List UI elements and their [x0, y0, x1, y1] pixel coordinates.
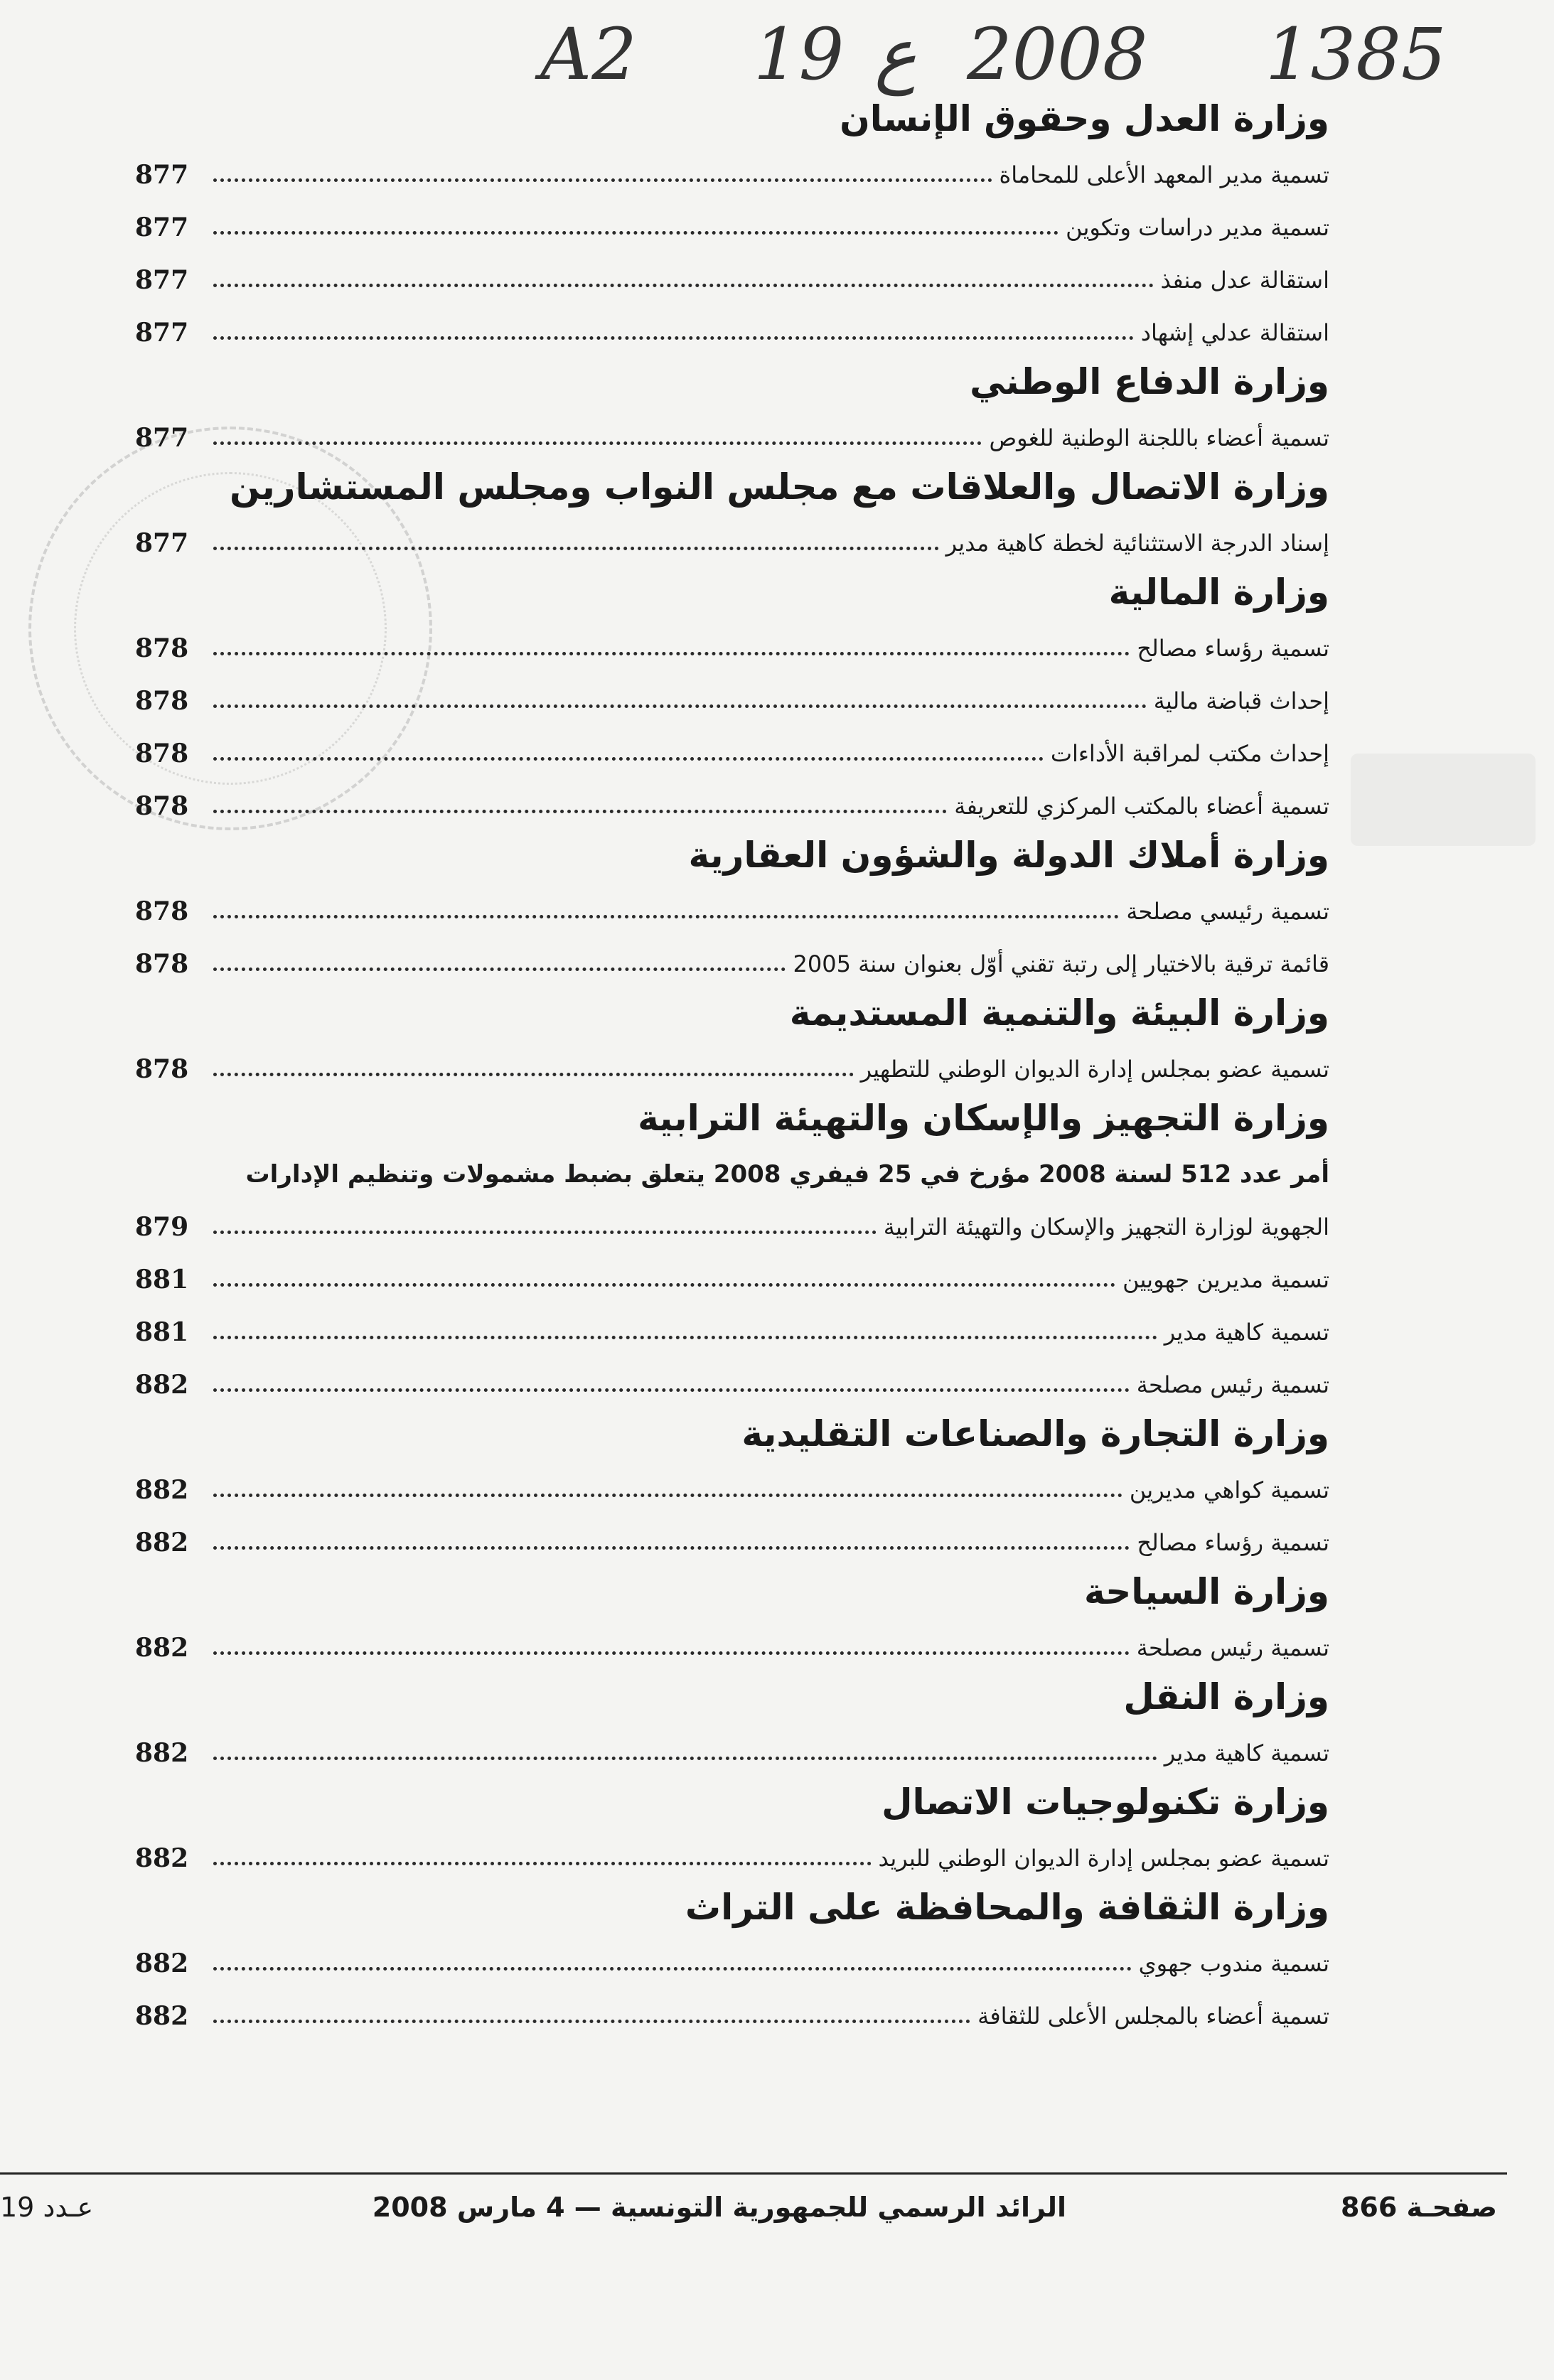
toc-decree-line [135, 1143, 1329, 1196]
ministry-heading: وزارة المالية [1108, 572, 1329, 613]
entry-page-number: 882 [135, 2001, 189, 2031]
dot-leader [213, 546, 939, 550]
entry-page-number: 882 [135, 1475, 189, 1505]
toc-entry [135, 144, 1329, 196]
entry-title: تسمية أعضاء بالمجلس الأعلى للثقافة [977, 2003, 1329, 2030]
entry-title: تسمية مدير دراسات وتكوين [1066, 214, 1329, 241]
toc-entry [135, 880, 1329, 933]
ministry-heading: وزارة السياحة [1083, 1571, 1329, 1612]
entry-page-number: 882 [135, 1949, 189, 1978]
entry-page-number: 882 [135, 1843, 189, 1873]
table-of-contents [135, 91, 1329, 2037]
entry-page-number: 877 [135, 423, 189, 453]
entry-page-number: 879 [135, 1212, 189, 1242]
dot-leader [213, 809, 947, 813]
entry-page-number: 878 [135, 633, 189, 663]
toc-entry [135, 1827, 1329, 1880]
dot-leader [213, 1282, 1115, 1287]
toc-entry [135, 1248, 1329, 1301]
ministry-heading: وزارة التجارة والصناعات التقليدية [741, 1413, 1329, 1454]
entry-page-number: 878 [135, 949, 189, 979]
toc-entry [135, 775, 1329, 827]
entry-title: تسمية مندوب جهوي [1138, 1950, 1329, 1977]
toc-entry [135, 1196, 1329, 1248]
entry-title: تسمية رئيس مصلحة [1136, 1371, 1329, 1398]
handwriting-letter: ع [874, 13, 917, 96]
entry-page-number: 878 [135, 739, 189, 768]
toc-entry [135, 407, 1329, 459]
entry-title: تسمية أعضاء باللجنة الوطنية للغوص [989, 424, 1329, 451]
entry-title: تسمية رؤساء مصالح [1137, 1529, 1329, 1556]
entry-title: تسمية عضو بمجلس إدارة الديوان الوطني للبريد [878, 1845, 1329, 1872]
entry-title: تسمية عضو بمجلس إدارة الديوان الوطني للتطهير [860, 1056, 1329, 1083]
ministry-heading: وزارة تكنولوجيات الاتصال [882, 1781, 1329, 1823]
dot-leader [213, 1861, 872, 1865]
toc-entry [135, 1617, 1329, 1669]
toc-entry [135, 1038, 1329, 1090]
ministry-heading: وزارة العدل وحقوق الإنسان [840, 98, 1329, 139]
dot-leader [213, 1651, 1130, 1655]
toc-entry [135, 512, 1329, 564]
entry-page-number: 878 [135, 1054, 189, 1084]
entry-page-number: 878 [135, 791, 189, 821]
dot-leader [213, 230, 1059, 235]
toc-entry [135, 196, 1329, 249]
entry-title: إحداث قباضة مالية [1153, 687, 1329, 714]
entry-page-number: 882 [135, 1633, 189, 1663]
dot-leader [213, 2019, 970, 2023]
dot-leader [213, 1388, 1130, 1392]
toc-entry [135, 933, 1329, 985]
dot-leader [213, 651, 1130, 655]
dot-leader [213, 1966, 1132, 1971]
entry-title: تسمية رئيسي مصلحة [1126, 898, 1329, 925]
handwriting-day: 19 [754, 13, 845, 96]
entry-title: تسمية كاهية مدير [1164, 1740, 1329, 1767]
ministry-heading: وزارة النقل [1123, 1676, 1329, 1717]
handwriting-year: 2008 [967, 13, 1148, 96]
toc-entry [135, 1301, 1329, 1354]
bleed-through-box [1351, 754, 1536, 846]
dot-leader [213, 1493, 1122, 1497]
dot-leader [213, 1335, 1157, 1339]
decree-text: أمر عدد 512 لسنة 2008 مؤرخ في 25 فيفري 2008 يتعلق بضبط مشمولات وتنظيم الإدارات [245, 1160, 1329, 1189]
footer-divider [0, 2172, 1507, 2175]
entry-title: استقالة عدلي إشهاد [1140, 319, 1329, 346]
toc-entry [135, 1459, 1329, 1511]
toc-entry [135, 1722, 1329, 1774]
entry-page-number: 882 [135, 1528, 189, 1558]
entry-title: تسمية أعضاء بالمكتب المركزي للتعريفة [954, 793, 1329, 820]
entry-title: تسمية مدير المعهد الأعلى للمحاماة [999, 161, 1329, 188]
toc-entry [135, 722, 1329, 775]
dot-leader [213, 283, 1154, 287]
toc-entry [135, 1511, 1329, 1564]
entry-title: قائمة ترقية بالاختيار إلى رتبة تقني أوّل بعنوان سنة 2005 [793, 950, 1329, 977]
toc-entry [135, 617, 1329, 670]
entry-title: تسمية مديرين جهويين [1122, 1266, 1329, 1293]
dot-leader [213, 967, 786, 971]
dot-leader [213, 441, 982, 445]
footer-journal-title: الرائد الرسمي للجمهورية التونسية — 4 مارس 2008 [372, 2192, 1066, 2223]
toc-entry [135, 1932, 1329, 1985]
ministry-heading: وزارة التجهيز والإسكان والتهيئة الترابية [638, 1098, 1329, 1139]
ministry-heading: وزارة البيئة والتنمية المستديمة [789, 992, 1329, 1034]
footer-page-number: صفحـة 866 [1340, 2192, 1497, 2223]
dot-leader [213, 704, 1147, 708]
entry-title: استقالة عدل منفذ [1160, 267, 1329, 294]
footer-issue-number: عـدد 19 [0, 2192, 94, 2223]
handwriting-ref: A2 [540, 13, 637, 96]
dot-leader [213, 1545, 1130, 1550]
entry-title: إحداث مكتب لمراقبة الأداءات [1050, 740, 1329, 767]
dot-leader [213, 1230, 877, 1234]
handwriting-number: 1385 [1265, 13, 1447, 96]
entry-page-number: 877 [135, 528, 189, 558]
toc-entry [135, 1985, 1329, 2037]
entry-page-number: 877 [135, 160, 189, 190]
entry-page-number: 877 [135, 213, 189, 242]
entry-page-number: 877 [135, 318, 189, 348]
entry-page-number: 881 [135, 1317, 189, 1347]
dot-leader [213, 336, 1134, 340]
entry-page-number: 878 [135, 686, 189, 716]
entry-title: الجهوية لوزارة التجهيز والإسكان والتهيئة الترابية [883, 1213, 1329, 1240]
toc-entry [135, 301, 1329, 354]
toc-entry [135, 670, 1329, 722]
page-footer [0, 2182, 1554, 2232]
ministry-heading: وزارة أملاك الدولة والشؤون العقارية [688, 835, 1329, 876]
entry-title: تسمية كواهي مديرين [1129, 1476, 1329, 1503]
entry-title: تسمية كاهية مدير [1164, 1319, 1329, 1346]
ministry-heading: وزارة الاتصال والعلاقات مع مجلس النواب ومجلس المستشارين [230, 466, 1329, 508]
dot-leader [213, 914, 1119, 918]
entry-page-number: 882 [135, 1738, 189, 1768]
dot-leader [213, 1756, 1157, 1760]
dot-leader [213, 178, 992, 182]
ministry-heading: وزارة الدفاع الوطني [970, 361, 1329, 402]
entry-title: تسمية رئيس مصلحة [1136, 1634, 1329, 1661]
entry-page-number: 878 [135, 896, 189, 926]
entry-page-number: 877 [135, 265, 189, 295]
dot-leader [213, 756, 1044, 761]
ministry-heading: وزارة الثقافة والمحافظة على التراث [685, 1887, 1329, 1928]
dot-leader [213, 1072, 854, 1076]
entry-title: تسمية رؤساء مصالح [1137, 635, 1329, 662]
entry-page-number: 882 [135, 1370, 189, 1400]
toc-entry [135, 249, 1329, 301]
entry-page-number: 881 [135, 1265, 189, 1294]
toc-entry [135, 1354, 1329, 1406]
entry-title: إسناد الدرجة الاستثنائية لخطة كاهية مدير [945, 530, 1329, 557]
